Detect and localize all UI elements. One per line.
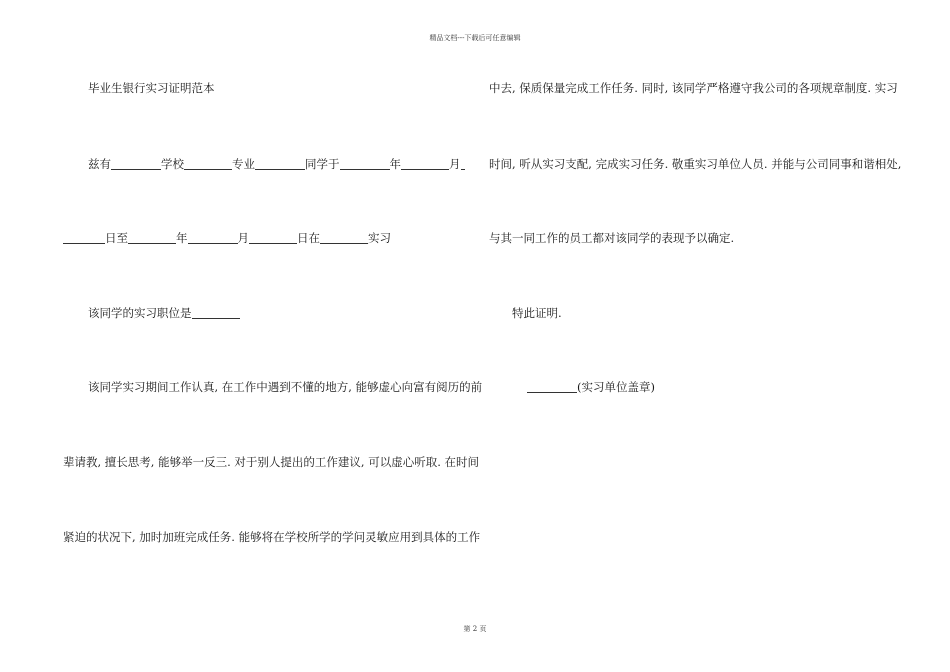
- blank-start-month: [401, 158, 449, 170]
- page-number: 第 2 页: [463, 625, 487, 633]
- text-segment: 兹有: [88, 157, 111, 171]
- text-segment: 实习: [368, 231, 391, 245]
- blank-seal: [527, 381, 577, 393]
- blank-tail: [461, 158, 465, 170]
- seal-label: (实习单位盖章): [577, 380, 655, 394]
- blank-school: [111, 158, 161, 170]
- text-segment: 年: [176, 231, 188, 245]
- paragraph-performance-line-3: 紧迫的状况下, 加时加班完成任务. 能够将在学校所学的学问灵敏应用到具体的工作: [63, 530, 481, 544]
- blank-student: [255, 158, 305, 170]
- text-segment: 日在: [297, 231, 320, 245]
- right-line-3: 与其一同工作的员工都对该同学的表现予以确定.: [489, 231, 735, 245]
- paragraph-performance-line-1: 该同学实习期间工作认真, 在工作中遇到不懂的地方, 能够虚心向富有阅历的前: [88, 380, 483, 394]
- blank-major: [184, 158, 232, 170]
- paragraph-position: [88, 306, 240, 320]
- paragraph-performance-line-2: 辈请教, 擅长思考, 能够举一反三. 对于别人提出的工作建议, 可以虚心听取. 在时间: [63, 455, 480, 469]
- blank-end-year: [128, 232, 176, 244]
- paragraph-intro-line-2: [63, 231, 391, 245]
- text-segment: 年: [389, 157, 401, 171]
- text-segment: 同学于: [305, 157, 340, 171]
- text-segment: 该同学的实习职位是: [88, 306, 192, 320]
- blank-start-year: [340, 158, 390, 170]
- blank-unit: [320, 232, 368, 244]
- text-segment: 专业: [232, 157, 255, 171]
- blank-end-month: [188, 232, 238, 244]
- seal-line: [527, 380, 655, 394]
- blank-start-day: [63, 232, 105, 244]
- text-segment: 月: [237, 231, 249, 245]
- text-segment: 日至: [105, 231, 128, 245]
- page-header: 精品文档---下载后可任意编辑: [429, 34, 521, 42]
- document-title: 毕业生银行实习证明范本: [88, 81, 215, 95]
- paragraph-intro-line-1: [88, 157, 465, 171]
- blank-position: [192, 307, 240, 319]
- right-line-1: 中去, 保质保量完成工作任务. 同时, 该同学严格遵守我公司的各项规章制度. 实习: [489, 81, 898, 95]
- text-segment: 月: [449, 157, 461, 171]
- blank-end-day: [249, 232, 297, 244]
- text-segment: 学校: [161, 157, 184, 171]
- certification-statement: 特此证明.: [512, 306, 562, 320]
- right-line-2: 时间, 听从实习支配, 完成实习任务. 敬重实习单位人员. 并能与公司同事和谐相处,: [489, 157, 902, 171]
